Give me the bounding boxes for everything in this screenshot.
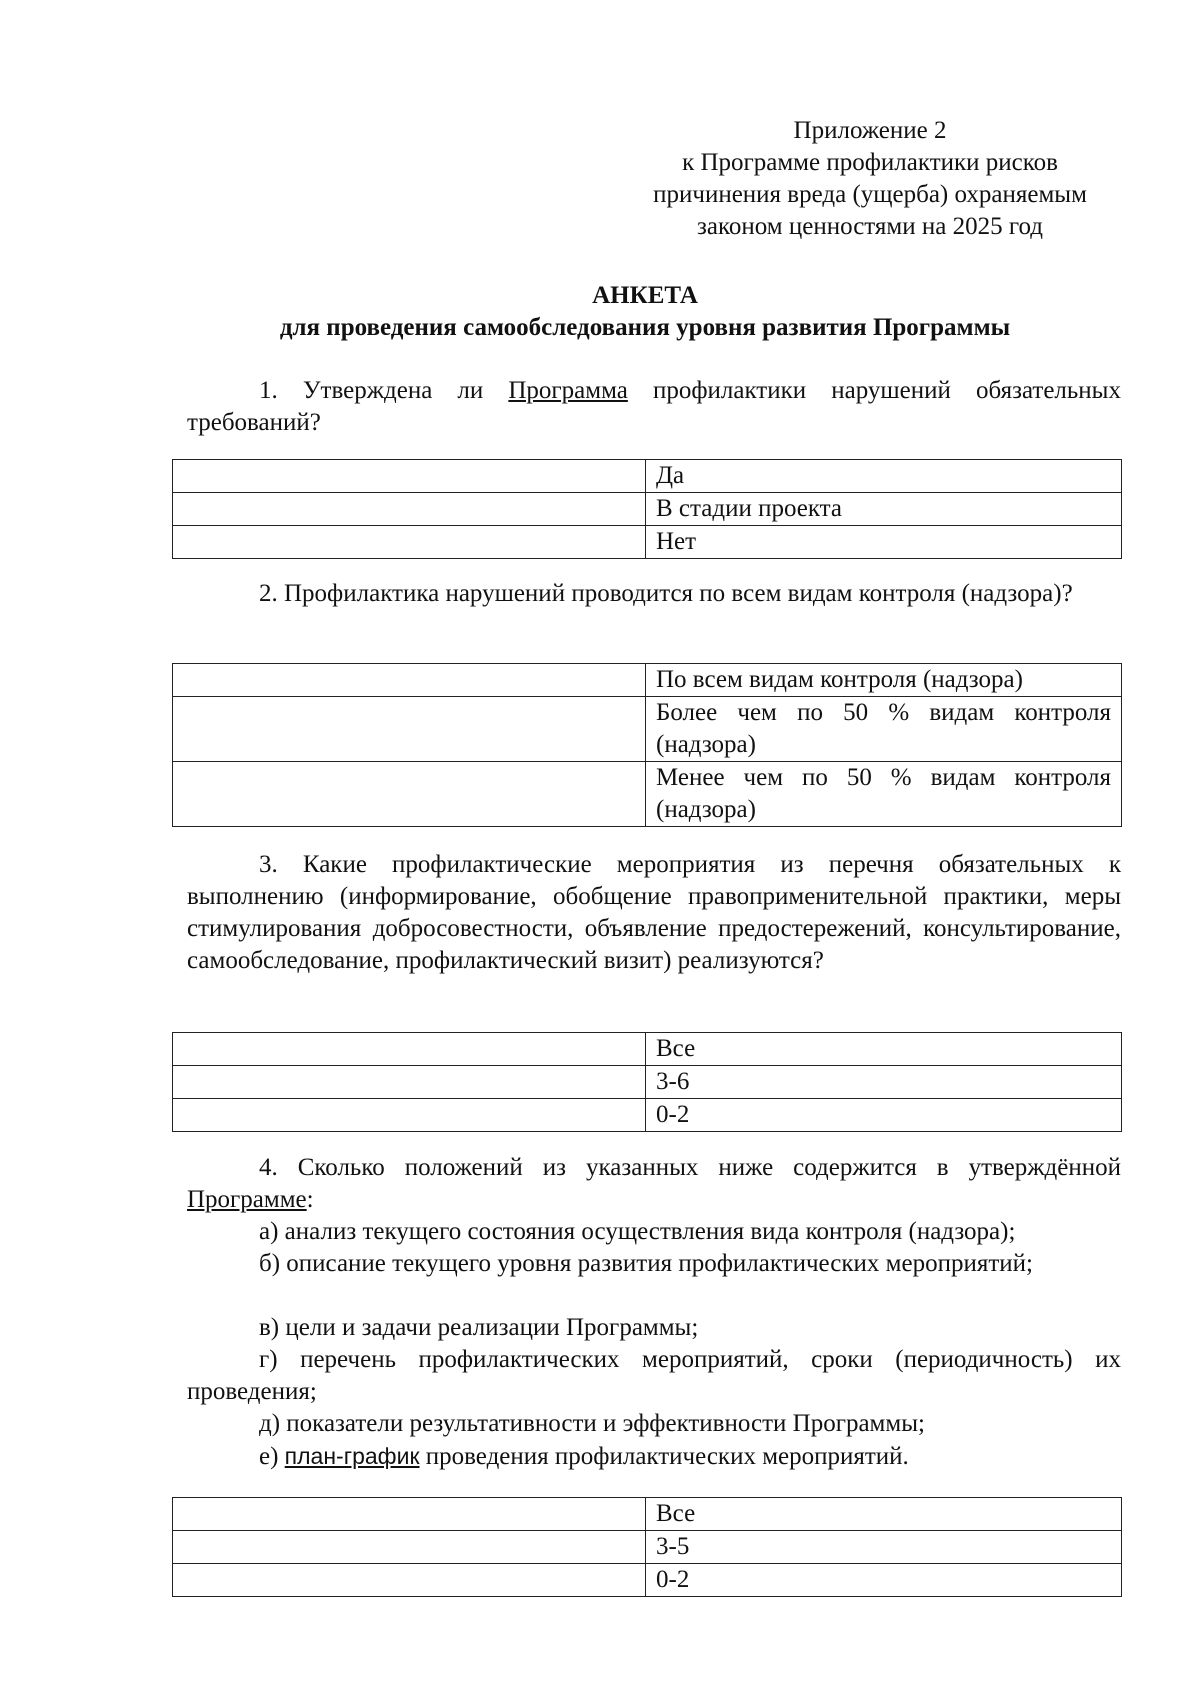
- answer-mark-cell[interactable]: [173, 1531, 646, 1564]
- answer-mark-cell[interactable]: [173, 1099, 646, 1132]
- question-3: 3. Какие профилактические мероприятия из перечня обязательных к выполнению (информирование, обобщение правоприменительной практики, меры стимулирования добросовестности, объявление предостережений, консультирование, самообследование, профилактический визит) реализуются?: [187, 851, 1121, 974]
- answer-row[interactable]: [173, 697, 1122, 762]
- item-prefix: е): [259, 1443, 285, 1470]
- answer-row[interactable]: [173, 1099, 1122, 1132]
- list-item: б) описание текущего уровня развития профилактических мероприятий;: [259, 1250, 1033, 1277]
- title-sub: для проведения самообследования уровня развития Программы: [279, 314, 1011, 341]
- list-item: а) анализ текущего состояния осуществления вида контроля (надзора);: [259, 1218, 1016, 1245]
- answer-option: Все: [646, 1498, 1122, 1531]
- question-text: :: [306, 1186, 314, 1213]
- answer-mark-cell[interactable]: [173, 1033, 646, 1066]
- question-1: [187, 375, 1121, 439]
- answer-option: Да: [646, 460, 1122, 493]
- plan-schedule-link[interactable]: план-график: [284, 1443, 420, 1469]
- answer-row[interactable]: [173, 1531, 1122, 1564]
- answer-table-4: [172, 1497, 1122, 1597]
- answer-mark-cell[interactable]: [173, 460, 646, 493]
- list-item: г) перечень профилактических мероприятий, сроки (периодичность) их проведения;: [187, 1346, 1121, 1405]
- appendix-header: [615, 115, 1125, 243]
- answer-option: 3-6: [646, 1066, 1122, 1099]
- answer-row[interactable]: [173, 460, 1122, 493]
- item-text: проведения профилактических мероприятий.: [419, 1443, 909, 1470]
- answer-row[interactable]: [173, 1498, 1122, 1531]
- appendix-line: Приложение 2: [793, 117, 947, 144]
- answer-mark-cell[interactable]: [173, 1066, 646, 1099]
- answer-mark-cell[interactable]: [173, 1498, 646, 1531]
- answer-option: Менее чем по 50 % видам контроля (надзора): [646, 762, 1122, 827]
- answer-option: В стадии проекта: [646, 493, 1122, 526]
- answer-mark-cell[interactable]: [173, 493, 646, 526]
- question-text: 1. Утверждена ли: [259, 377, 509, 404]
- answer-table-1: [172, 459, 1122, 559]
- list-item: д) показатели результативности и эффективности Программы;: [259, 1410, 925, 1437]
- answer-mark-cell[interactable]: [173, 1564, 646, 1597]
- answer-row[interactable]: [173, 762, 1122, 827]
- answer-row[interactable]: [173, 493, 1122, 526]
- answer-mark-cell[interactable]: [173, 664, 646, 697]
- answer-option: 0-2: [646, 1564, 1122, 1597]
- title-main: АНКЕТА: [592, 282, 698, 309]
- answer-row[interactable]: [173, 664, 1122, 697]
- answer-option: 3-5: [646, 1531, 1122, 1564]
- answer-row[interactable]: [173, 526, 1122, 559]
- question-4: [187, 1152, 1121, 1216]
- answer-mark-cell[interactable]: [173, 526, 646, 559]
- programme-link[interactable]: Программе: [187, 1186, 307, 1213]
- answer-mark-cell[interactable]: [173, 697, 646, 762]
- answer-mark-cell[interactable]: [173, 762, 646, 827]
- list-item: в) цели и задачи реализации Программы;: [259, 1314, 699, 1341]
- answer-row[interactable]: [173, 1033, 1122, 1066]
- answer-option: Нет: [646, 526, 1122, 559]
- answer-row[interactable]: [173, 1066, 1122, 1099]
- answer-option: 0-2: [646, 1099, 1122, 1132]
- answer-option: Более чем по 50 % видам контроля (надзора): [646, 697, 1122, 762]
- appendix-line: причинения вреда (ущерба) охраняемым: [653, 181, 1087, 208]
- appendix-line: законом ценностями на 2025 год: [697, 213, 1043, 240]
- programme-link[interactable]: Программа: [508, 377, 628, 404]
- answer-option: По всем видам контроля (надзора): [646, 664, 1122, 697]
- answer-table-3: [172, 1032, 1122, 1132]
- answer-table-2: [172, 663, 1122, 827]
- list-item: [187, 1440, 1121, 1473]
- question-text: 4. Сколько положений из указанных ниже содержится в утверждённой: [259, 1154, 1121, 1181]
- question-2: 2. Профилактика нарушений проводится по всем видам контроля (надзора)?: [259, 580, 1073, 607]
- answer-row[interactable]: [173, 1564, 1122, 1597]
- question-text: профилактики нарушений обязательных требований?: [187, 377, 1121, 436]
- document-title: [0, 280, 1200, 344]
- answer-option: Все: [646, 1033, 1122, 1066]
- appendix-line: к Программе профилактики рисков: [682, 149, 1058, 176]
